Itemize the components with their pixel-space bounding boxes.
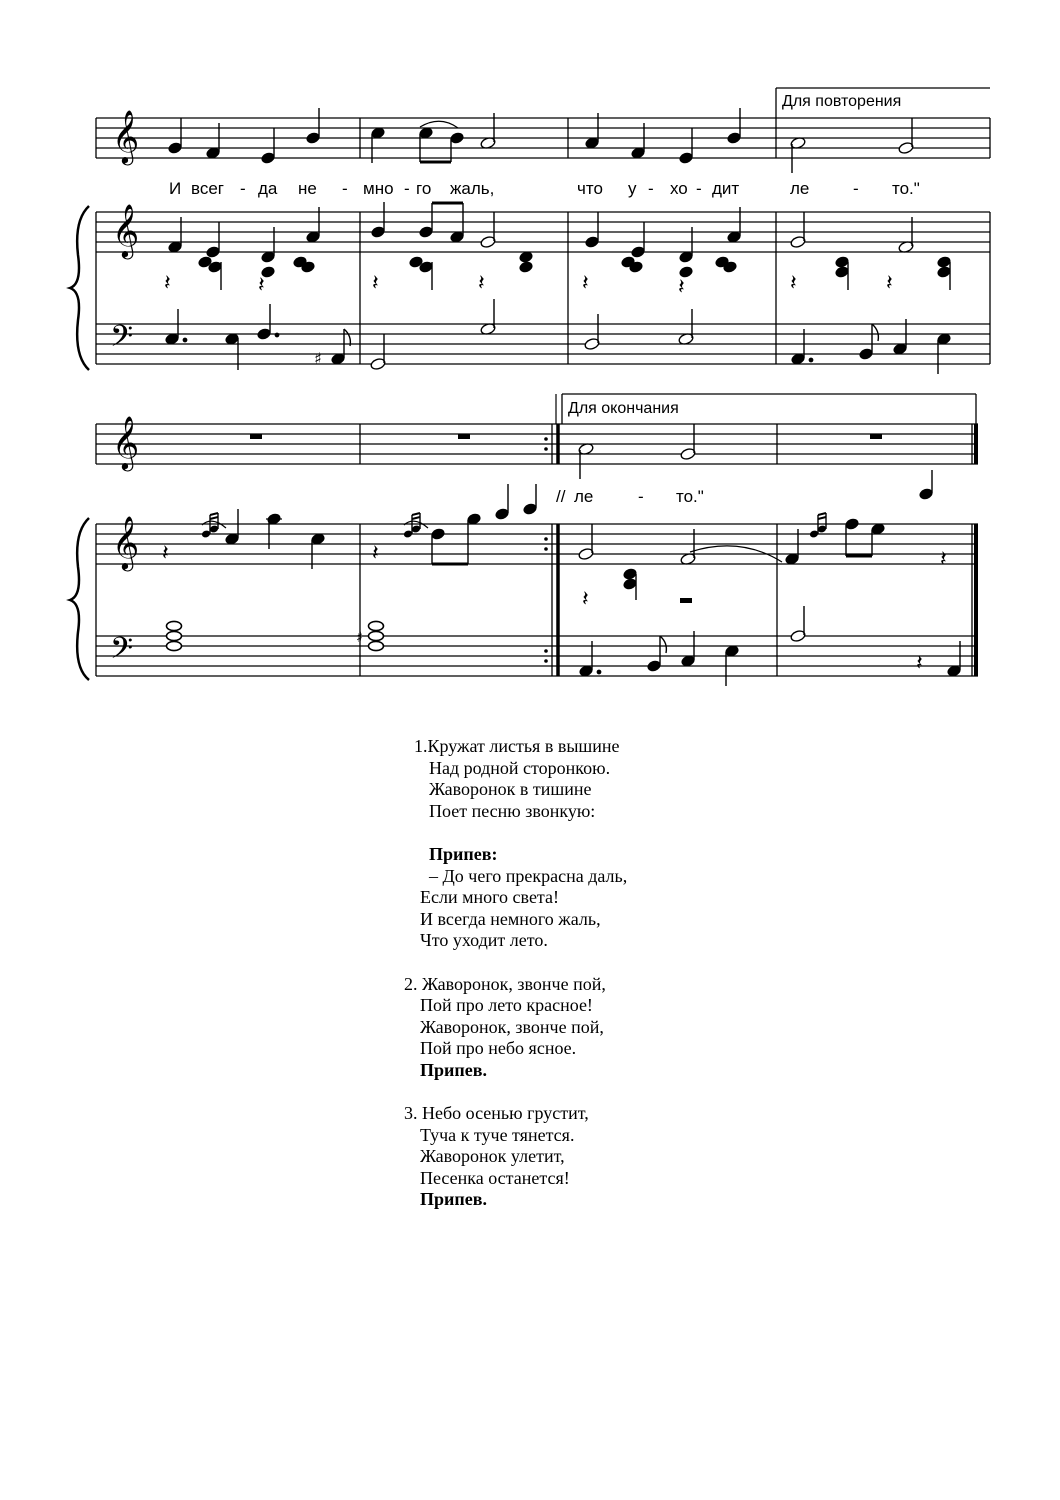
lyric-syllable: да bbox=[258, 179, 278, 198]
voice-lyrics bbox=[169, 179, 920, 198]
piano-treble-notes bbox=[202, 470, 933, 600]
quarter-rest-icon: 𝄽 bbox=[162, 541, 169, 566]
treble-clef-icon: 𝄞 bbox=[112, 109, 140, 163]
voice-staff bbox=[96, 424, 978, 464]
verse-line: – До чего прекрасна даль, bbox=[429, 865, 628, 886]
voice-notes bbox=[578, 424, 696, 479]
bass-clef-icon: 𝄢 bbox=[110, 632, 134, 673]
lyric-syllable: то." bbox=[892, 179, 920, 198]
piano-brace bbox=[70, 518, 89, 680]
whole-rest-icon bbox=[458, 434, 470, 439]
treble-clef-icon: 𝄞 bbox=[112, 415, 140, 469]
lyric-syllable: не bbox=[298, 179, 317, 198]
song-verses bbox=[404, 736, 627, 1233]
quarter-rest-icon: 𝄽 bbox=[916, 651, 923, 676]
piano-bass-staff bbox=[96, 636, 978, 676]
verse-line: 2. Жаворонок, звонче пой, bbox=[404, 973, 606, 994]
whole-rest-icon bbox=[250, 434, 262, 439]
lyric-syllable: жаль, bbox=[450, 179, 495, 198]
verse-line: Жаворонок, звонче пой, bbox=[420, 1016, 604, 1037]
quarter-rests bbox=[162, 541, 947, 612]
quarter-rest-icon: 𝄽 bbox=[582, 587, 589, 612]
quarter-rest-icon: 𝄽 bbox=[372, 541, 379, 566]
lyric-syllable: мно bbox=[363, 179, 394, 198]
lyric-syllable: // bbox=[556, 487, 566, 506]
refrain-label: Припев. bbox=[420, 1059, 487, 1080]
verse-line: 1.Кружат листья в вышине bbox=[414, 736, 620, 756]
system-1 bbox=[70, 88, 990, 374]
piano-brace bbox=[70, 206, 89, 370]
lyric-syllable: - bbox=[342, 179, 348, 198]
verse-line: Если много света! bbox=[420, 887, 559, 908]
volta-1-label: Для повторения bbox=[782, 93, 902, 110]
quarter-rests bbox=[164, 271, 893, 300]
refrain-label: Припев. bbox=[420, 1189, 487, 1210]
quarter-rest-icon: 𝄽 bbox=[478, 271, 485, 296]
voice-lyrics bbox=[556, 487, 704, 506]
voice-staff bbox=[96, 118, 990, 158]
lyric-syllable: всег bbox=[191, 179, 224, 198]
chorus bbox=[404, 844, 627, 952]
verse-3 bbox=[404, 1103, 627, 1211]
verse-line: Что уходит лето. bbox=[420, 930, 548, 951]
lyric-syllable: дит bbox=[712, 179, 740, 198]
sharp-icon: ♯ bbox=[356, 630, 363, 646]
quarter-rest-icon: 𝄽 bbox=[582, 271, 589, 296]
verse-line: Жаворонок улетит, bbox=[420, 1146, 565, 1167]
lyric-syllable: ле bbox=[790, 179, 810, 198]
bass-clef-icon: 𝄢 bbox=[110, 320, 134, 361]
verse-line: Песенка останется! bbox=[420, 1167, 570, 1188]
lyric-syllable: то." bbox=[676, 487, 704, 506]
treble-clef-icon: 𝄞 bbox=[112, 515, 140, 569]
lyric-syllable: И bbox=[169, 179, 182, 198]
verse-line: Пой про небо ясное. bbox=[420, 1038, 577, 1059]
lyric-syllable: - bbox=[638, 487, 644, 506]
quarter-rest-icon: 𝄽 bbox=[678, 275, 685, 300]
piano-bass-notes bbox=[165, 299, 951, 374]
lyric-syllable: - bbox=[404, 179, 410, 198]
lyric-syllable: го bbox=[416, 179, 432, 198]
lyric-syllable: хо bbox=[670, 179, 688, 198]
quarter-rest-icon: 𝄽 bbox=[940, 547, 947, 572]
lyric-syllable: у bbox=[628, 179, 637, 198]
verse-2 bbox=[404, 974, 627, 1082]
verse-line: Жаворонок в тишине bbox=[429, 779, 592, 800]
verse-1 bbox=[404, 736, 627, 822]
verse-line: Над родной сторонкою. bbox=[429, 757, 611, 778]
sharp-icon: ♯ bbox=[314, 349, 322, 368]
lyric-syllable: - bbox=[696, 179, 702, 198]
quarter-rest-icon: 𝄽 bbox=[790, 271, 797, 296]
lyric-syllable: ле bbox=[574, 487, 594, 506]
volta-2-label: Для окончания bbox=[568, 400, 679, 417]
quarter-rest-icon: 𝄽 bbox=[164, 271, 171, 296]
quarter-rest-icon: 𝄽 bbox=[886, 271, 893, 296]
chorus-label: Припев: bbox=[429, 843, 498, 864]
sheet-music bbox=[0, 0, 1060, 720]
half-rest-icon bbox=[680, 598, 692, 603]
verse-line: Пой про лето красное! bbox=[420, 995, 593, 1016]
piano-treble-notes bbox=[168, 202, 951, 290]
verse-line: Туча к туче тянется. bbox=[420, 1124, 575, 1145]
quarter-rest-icon: 𝄽 bbox=[258, 273, 265, 298]
lyric-syllable: - bbox=[648, 179, 654, 198]
verse-line: И всегда немного жаль, bbox=[420, 908, 601, 929]
system-2 bbox=[70, 394, 978, 686]
lyric-syllable: что bbox=[577, 179, 603, 198]
quarter-rest-icon: 𝄽 bbox=[372, 271, 379, 296]
verse-line: 3. Небо осенью грустит, bbox=[404, 1103, 589, 1124]
lyric-syllable: - bbox=[240, 179, 246, 198]
lyric-syllable: - bbox=[853, 179, 859, 198]
whole-rests bbox=[250, 434, 882, 439]
treble-clef-icon: 𝄞 bbox=[112, 203, 140, 257]
verse-line: Поет песню звонкую: bbox=[429, 800, 596, 821]
whole-rest-icon bbox=[870, 434, 882, 439]
